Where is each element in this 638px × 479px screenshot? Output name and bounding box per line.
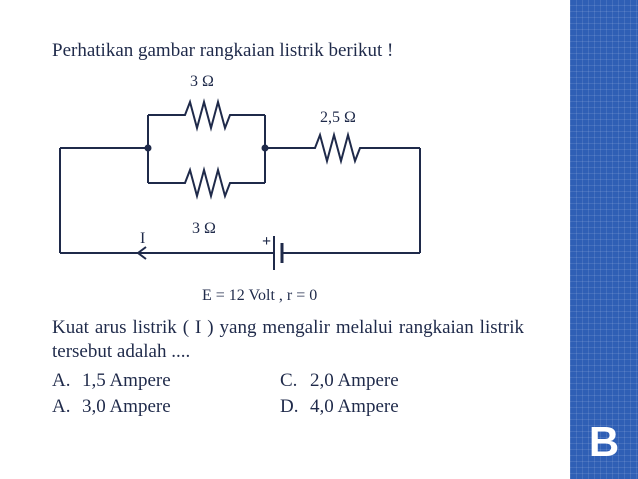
option-a1[interactable]: A. 1,5 Ampere [52,370,171,391]
answer-letter: B [588,418,620,465]
answer-options [52,368,508,420]
label-r-bottom: 3 Ω [192,220,216,237]
label-current: I [140,230,146,247]
question-title: Perhatikan gambar rangkaian listrik berikut ! [52,40,394,61]
label-r-series: 2,5 Ω [320,109,356,126]
junction-right [262,145,269,152]
label-battery-plus: + [262,233,272,250]
option-c[interactable]: C. 2,0 Ampere [280,370,399,391]
resistor-series [265,135,420,161]
junction-left [145,145,152,152]
resistor-bottom [148,170,265,196]
option-a2[interactable]: A. 3,0 Ampere [52,396,171,417]
label-emf: E = 12 Volt , r = 0 [202,287,318,304]
option-d[interactable]: D. 4,0 Ampere [280,396,399,417]
sidebar-panel [570,0,638,479]
label-r-top: 3 Ω [190,73,214,90]
question-text: Kuat arus listrik ( I ) yang mengalir melalui rangkaian listrik tersebut adalah .... [52,317,524,362]
resistor-top [148,102,265,128]
